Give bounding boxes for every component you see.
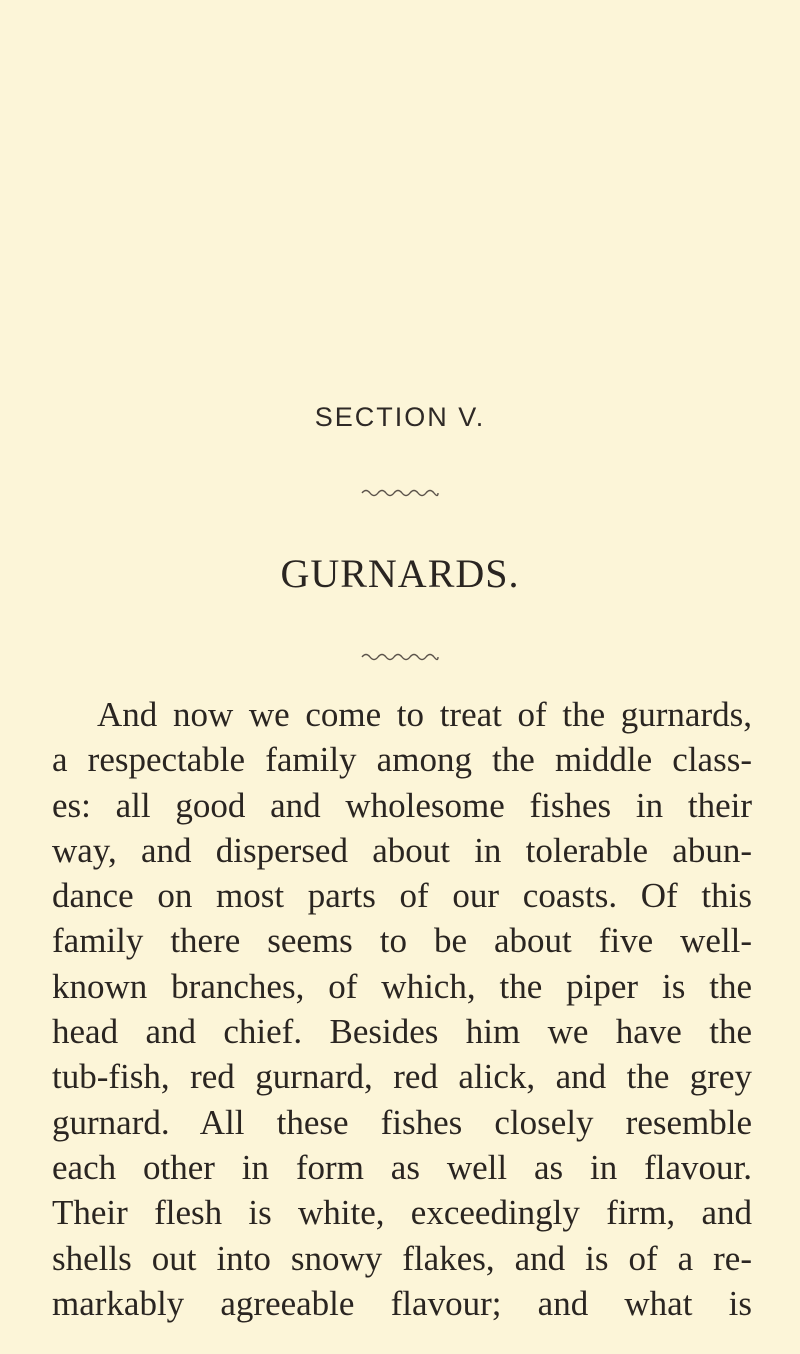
body-paragraph (52, 692, 752, 1326)
text-line: And now we come to treat of the gurnards, (97, 695, 752, 734)
section-heading: SECTION V. (314, 402, 486, 432)
text-line: shells out into snowy flakes, and is of a re- (52, 1238, 752, 1278)
text-line: a respectable family among the middle class- (52, 740, 752, 780)
wavy-rule-ornament-top (360, 487, 440, 499)
text-line: gurnard. All these fishes closely resemble (52, 1102, 752, 1142)
wavy-rule-ornament-bottom (360, 651, 440, 663)
text-line: Their flesh is white, exceedingly firm, and (52, 1193, 752, 1233)
text-line: family there seems to be about five well- (52, 921, 752, 961)
text-line: markably agreeable flavour; and what is (52, 1283, 752, 1323)
text-line: each other in form as well as in flavour. (52, 1147, 752, 1187)
text-line: es: all good and wholesome fishes in their (52, 785, 752, 825)
text-line: tub-fish, red gurnard, red alick, and the grey (52, 1057, 752, 1097)
text-line: head and chief. Besides him we have the (52, 1012, 752, 1052)
chapter-title: GURNARDS. (280, 551, 520, 596)
text-line: dance on most parts of our coasts. Of this (52, 876, 752, 916)
text-line: way, and dispersed about in tolerable abun- (52, 830, 752, 870)
text-line: known branches, of which, the piper is the (52, 966, 752, 1006)
